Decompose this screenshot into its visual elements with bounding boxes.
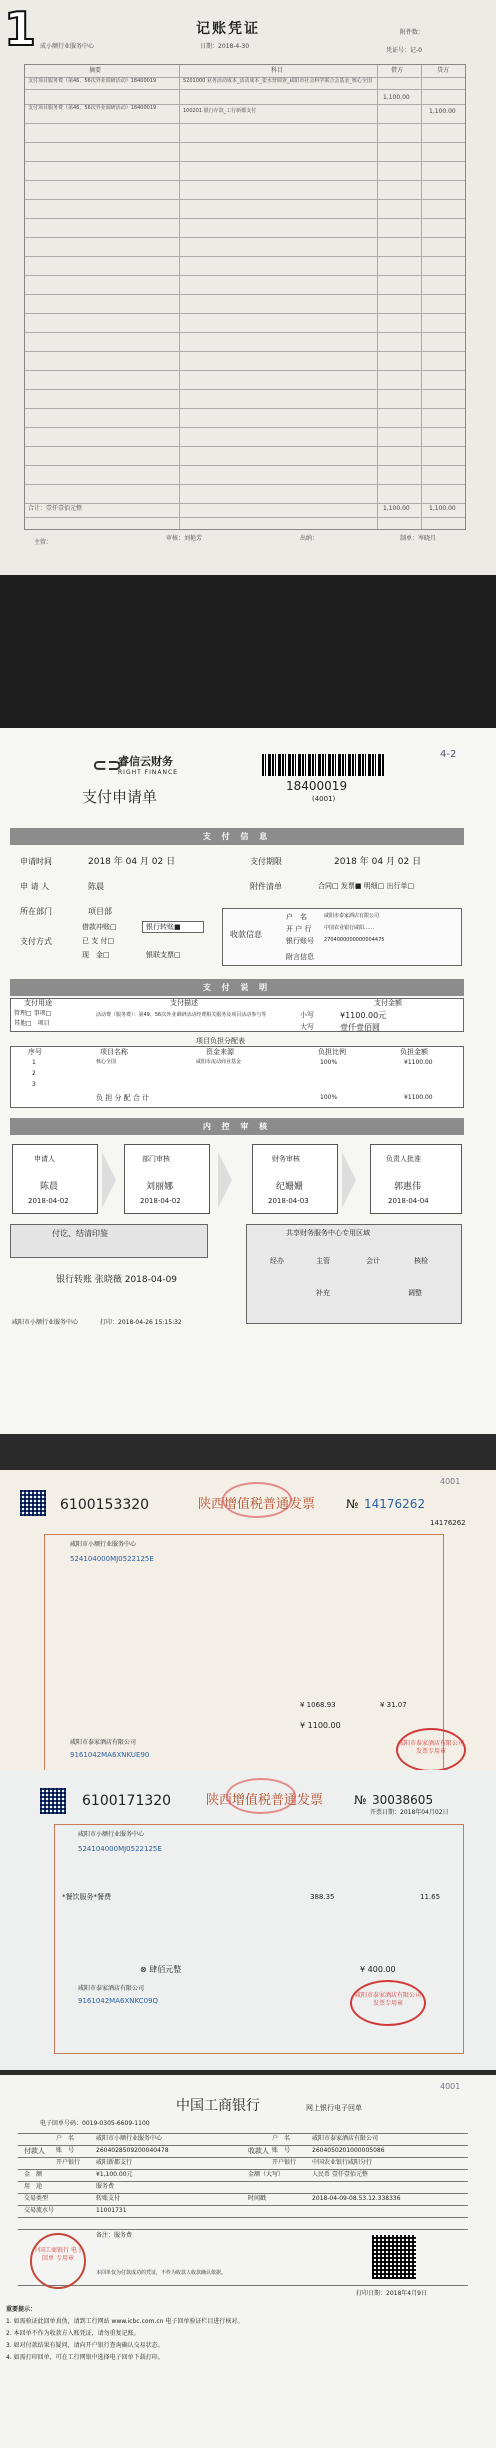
receiver-f3: 银行账号 [286,937,314,945]
use-label: 用 途 [24,2183,43,2190]
alloc-title: 项目负担分配表 [196,1037,245,1045]
flow-role-1: 申请人 [34,1155,55,1163]
row2-credit: 1,100.00 [429,108,456,115]
form-footer-left: 咸阳市小额行业服务中心 [12,1319,79,1326]
invoice2-seal: 咸阳市泰家酒店有限公司 发票专用章 [350,1980,426,2026]
accounting-voucher [0,0,496,575]
barcode-sub: (4001) [312,795,336,803]
pay-deadline-label: 支付期限 [250,857,282,866]
dept: 项目部 [88,907,112,916]
voucher-no: 凭证号：记-0 [386,47,422,54]
shared-2: 主管 [316,1257,330,1265]
bank-name: 中国工商银行 [176,2098,260,2114]
invoice1-no-prefix: № [346,1497,359,1511]
alloc-r1-name: 核心全国 [96,1059,117,1065]
flow-name-2: 刘丽娜 [146,1182,174,1192]
invoice1-seal: 咸阳市泰家酒店有限公司 发票专用章 [396,1728,466,1772]
receipt-seal: 中国工商银行 电子回单 专用章 [30,2233,86,2289]
voucher-total-credit: 1,100.00 [429,505,456,512]
payer-label: 付款人 [24,2147,45,2155]
invoice2-buyer: 咸阳市小额行业服务中心 [78,1831,145,1838]
alloc-r1-amount: ¥1100.00 [404,1059,433,1066]
receiver-f4: 附言信息 [286,953,314,961]
r3-k2: 开户银行 [272,2159,297,2166]
voucher-attach: 附件数： [400,29,425,36]
pay-method-3: 现 金□ [82,951,110,959]
invoice2-total-big: ⊗ 肆佰元整 [140,1965,182,1974]
alloc-total-ratio: 100% [320,1094,338,1101]
invoice1-no: 14176262 [364,1497,426,1511]
alloc-total-amount: ¥1100.00 [404,1094,433,1101]
invoice1-seller-tax: 9161042MA6XNKUE90 [70,1751,150,1759]
invoice2-code: 6100171320 [82,1793,172,1809]
trade-no-label: 交易流水号 [24,2207,55,2214]
alloc-h5: 负担金额 [400,1048,428,1056]
tax-seal-icon [222,1482,292,1518]
invoice2-no-prefix: № [354,1793,367,1807]
applicant-label: 申 请 人 [20,882,50,891]
purpose-opt2: 其他□ 项目 [14,1020,50,1027]
pay-method-bank: 银行转账■ [146,923,181,931]
logo-sub: RIGHT FINANCE [118,769,178,776]
r2-k1: 账 号 [56,2147,75,2154]
shared-4: 核检 [414,1257,428,1265]
alloc-h1: 序号 [28,1048,42,1056]
alloc-h4: 负担比例 [318,1048,346,1056]
section-review: 内 控 审 核 [10,1118,464,1135]
flow-name-3: 纪姗姗 [276,1182,304,1192]
tips-title: 重要提示： [6,2306,37,2313]
shared-center [246,1224,462,1324]
qr-code-icon [20,1490,46,1516]
flow-role-2: 部门审核 [142,1155,170,1163]
r1-k1: 户 名 [56,2135,75,2142]
pay-method-2: 已 支 付□ [82,937,115,945]
invoice2-buyer-tax: 524104000MJ0522125E [78,1845,162,1853]
trade-time-label: 时间戳 [248,2195,267,2202]
alloc-r2-no: 2 [32,1070,36,1077]
trade-time: 2018-04-09-08.53.12.338336 [312,2195,401,2202]
flow-role-3: 财务审核 [272,1155,300,1163]
alloc-r1-ratio: 100% [320,1059,338,1066]
invoice2-title: 陕西增值税普通发票 [206,1793,324,1808]
voucher-total-debit: 1,100.00 [383,505,410,512]
alloc-r1-no: 1 [32,1059,36,1066]
flow-role-4: 负责人批准 [386,1155,421,1163]
receiver-v3: 2704000000000004475 [324,937,385,943]
r2-v1: 2604028509200040478 [96,2147,169,2154]
page-marker: 1 [4,2,37,56]
logo-mark-icon: ⊂⊃ [92,755,123,776]
flow-date-1: 2018-04-02 [28,1197,69,1205]
invoice1-side-no: 14176262 [430,1519,466,1527]
invoice2-seller: 咸阳市泰家酒店有限公司 [78,1985,145,1992]
apply-date-label: 申请时间 [20,857,52,866]
bank-section [10,1224,208,1258]
desc-h2: 支付描述 [170,999,198,1007]
row1-summary: 支付项目服务费（第46、56次外业调研活动）18400019 [28,78,157,84]
invoice2-item: *餐饮服务*餐费 [62,1893,111,1901]
bank-stamp: 银行转账 张晓薇 2018-04-09 [56,1275,178,1285]
amount: ¥1,100.00元 [96,2171,133,2178]
section-payment-info: 支 付 信 息 [10,828,464,845]
flow-arrow-icon [218,1152,232,1208]
amount-big-label: 大写 [300,1023,314,1031]
pay-method-label: 支付方式 [20,937,52,946]
trade-no: 11001731 [96,2207,127,2214]
r2-v2: 2604050201000005086 [312,2147,385,2154]
voucher-org: 成小额行业服务中心 [40,43,95,50]
flow-arrow-icon [102,1152,116,1208]
handwritten-note: 4-2 [440,749,457,760]
invoice1-buyer-tax: 524104000MJ0522125E [70,1555,154,1563]
form-title: 支付申请单 [82,788,158,806]
header-debit: 借方 [391,67,404,74]
alloc-r1-source: 咸阳市流动商业基金 [196,1059,242,1065]
invoice2-amount1: 388.35 [310,1893,335,1901]
invoice2-seller-tax: 9161042MA6XNKC09Q [78,1997,159,2005]
r2-k2: 账 号 [272,2147,291,2154]
flow-date-4: 2018-04-04 [388,1197,429,1205]
invoice1-code: 6100153320 [60,1497,150,1513]
pay-method-1: 借款冲账□ [82,923,117,931]
pay-deadline: 2018 年 04 月 02 日 [334,857,422,867]
alloc-table [10,1046,464,1108]
barcode [262,754,384,776]
r1-v1: 咸阳市小额行业服务中心 [96,2135,163,2142]
voucher-reviewer: 审核：刘艳芳 [166,535,203,542]
qr-code-icon [40,1788,66,1814]
invoice1-total: ¥ 1100.00 [300,1721,341,1730]
tax-seal-icon [226,1778,296,1814]
shared-3: 会计 [366,1257,380,1265]
section-payment-desc: 支 付 说 明 [10,979,464,996]
invoice1-seller: 咸阳市泰家酒店有限公司 [70,1739,137,1746]
purpose-opt1: 管理□ 事项□ [14,1010,52,1017]
receiver-label: 收款信息 [230,930,262,939]
attachment-label: 附件清单 [250,882,282,891]
amount-big: 人民币 壹仟壹佰元整 [312,2171,368,2178]
apply-date: 2018 年 04 月 02 日 [88,857,176,867]
shared-1: 经办 [270,1257,284,1265]
barcode-no: 18400019 [286,779,348,793]
payee-label: 收款人 [248,2147,269,2155]
invoice2-date: 开票日期：2018年04月02日 [370,1809,449,1816]
receiver-f1: 户 名 [286,913,307,921]
shared-center-title: 共享财务服务中心专用区域 [286,1229,370,1237]
amount-label: 金 额 [24,2171,43,2178]
flow-name-1: 陈晨 [40,1182,59,1192]
alloc-r3-no: 3 [32,1081,36,1088]
row2-summary: 支付项目服务费（第46、56次外业调研活动）18400019 [28,105,157,111]
shared-5: 补充 [316,1289,330,1297]
r1-k2: 户 名 [272,2135,291,2142]
flow-name-4: 郭惠伟 [394,1182,422,1192]
bank-receipt [0,2075,496,2448]
background-gap [0,575,496,728]
trade-type-label: 交易类型 [24,2195,49,2202]
desc-h3: 支付金额 [374,999,402,1007]
receiver-v1: 咸阳市泰家酒店有限公司 [324,913,380,919]
amount-small-label: 小写 [300,1011,314,1019]
payment-request-form [0,728,496,1434]
r3-v2: 中国农业银行咸阳分行 [312,2159,373,2166]
invoice1-title: 陕西增值税普通发票 [198,1497,316,1512]
invoice2-total-small: ¥ 400.00 [360,1965,396,1974]
voucher-date: 日期：2018-4-30 [200,43,250,50]
r3-k1: 开户银行 [56,2159,81,2166]
tip-3: 3. 如对付款结果有疑问，请向开户银行查询确认交易状态。 [6,2342,164,2349]
amount-big-label: 金额（大写） [248,2171,285,2178]
logo-main: 睿信云财务 [118,755,173,768]
alloc-h3: 资金来源 [206,1048,234,1056]
row1-debit: 1,100.00 [383,94,410,101]
r3-v1: 咸阳新都支行 [96,2159,133,2166]
header-account: 科目 [271,67,284,74]
r1-v2: 咸阳市泰家酒店有限公司 [312,2135,379,2142]
tip-1: 1. 如需验证此回单真伪，请到工行网站 www.icbc.com.cn 电子回单验证栏目进行核对。 [6,2318,244,2325]
header-summary: 摘要 [89,67,102,74]
attachment-options: 合同□ 发票■ 明细□ 出行单□ [318,882,415,890]
amount-small: ¥1100.00元 [340,1011,387,1020]
receipt-footer-note: 本回单仅为付款成功的凭证，不作为收款人收款确认依据。 [96,2270,227,2276]
voucher-keeper: 主管： [34,539,53,546]
receipt-serial: 电子回单号码：0019-0305-6609-1100 [40,2120,150,2127]
row2-account: 100201 银行存款_工行新都支付 [183,108,257,114]
invoice1-net: ¥ 1068.93 [300,1701,336,1709]
receipt-note: 备注：服务费 [96,2232,133,2239]
invoice2-amount2: 11.65 [420,1893,441,1901]
invoice1-buyer: 咸阳市小额行业服务中心 [70,1541,137,1548]
alloc-h2: 项目名称 [100,1048,128,1056]
dept-label: 所在部门 [20,907,52,916]
vat-invoice-2 [0,1770,496,2070]
row1-account: 5201000 业务活动成本_活动成本_张水营调查_咸阳市社会科学联合会基金_核心全国 [183,78,372,84]
pay-method-check: 银联支票□ [146,951,181,959]
tip-4: 4. 如需打印回单，可在工行网银中选择电子回单下载打印。 [6,2354,164,2361]
applicant: 陈晨 [88,882,104,891]
receipt-corner: 4001 [440,2082,461,2091]
alloc-total-label: 负 担 分 配 合 计 [96,1094,150,1102]
invoice1-frame [44,1534,444,1809]
receiver-v2: 中国农业银行咸阳…… [324,925,375,931]
invoice1-corner: 4001 [440,1477,461,1486]
voucher-total-label: 合计：壹仟壹佰元整 [28,505,83,512]
bank-section-title: 付讫、结清印鉴 [52,1229,108,1238]
receiver-f2: 开 户 行 [286,925,312,933]
description: 活动费（服务费）：第49、56次外业调研活动经费相关服务及项目活动参与等 [96,1012,267,1018]
receipt-qr-icon [372,2235,416,2279]
voucher-maker: 制单：岑晓月 [400,535,437,542]
invoice2-no: 30038605 [372,1793,434,1807]
voucher-title: 记账凭证 [196,21,260,37]
flow-date-2: 2018-04-02 [140,1197,181,1205]
invoice1-tax: ¥ 31.07 [380,1701,407,1709]
receipt-printed: 打印日期：2018年4月9日 [356,2290,427,2297]
receipt-subtitle: 网上银行电子回单 [306,2104,362,2112]
use: 服务费 [96,2183,115,2190]
desc-h1: 支付用途 [24,999,52,1007]
shared-6: 调整 [408,1289,422,1297]
form-footer-right: 打印：2018-04-26 15:15:32 [100,1319,182,1326]
header-credit: 贷方 [437,67,450,74]
flow-date-3: 2018-04-03 [268,1197,309,1205]
voucher-table [24,64,466,530]
trade-type: 转账支付 [96,2195,121,2202]
amount-big: 壹仟壹佰圆 [340,1023,380,1032]
voucher-cashier: 出纳： [300,535,319,542]
tip-2: 2. 本回单不作为收款方入账凭证，请勿重复记账。 [6,2330,140,2337]
flow-arrow-icon [342,1152,356,1208]
